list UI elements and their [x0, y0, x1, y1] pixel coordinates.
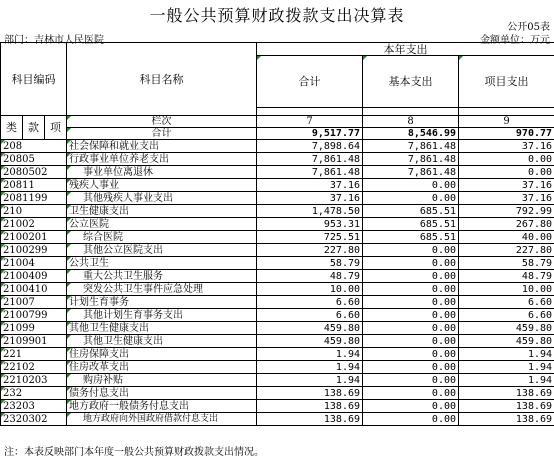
- row-name: 突发公共卫生事件应急处理: [67, 283, 257, 296]
- table-row: [1, 413, 554, 426]
- table-row: [1, 283, 554, 296]
- table-row: [1, 231, 554, 244]
- row-total: 37.16: [257, 192, 363, 205]
- row-basic: 0.00: [363, 257, 459, 270]
- row-basic: 0.00: [363, 335, 459, 348]
- row-code: 20811: [1, 179, 67, 192]
- row-name: 其他公立医院支出: [67, 244, 257, 257]
- row-code: 221: [1, 348, 67, 361]
- table-row: [1, 179, 554, 192]
- row-project: 58.79: [459, 257, 554, 270]
- form-number: 公开05表: [507, 18, 550, 33]
- row-basic: 0.00: [363, 400, 459, 413]
- row-basic: 0.00: [363, 296, 459, 309]
- row-name: 社会保障和就业支出: [67, 140, 257, 153]
- row-name: 购房补贴: [67, 374, 257, 387]
- amount-unit: 金额单位：万元: [480, 31, 550, 46]
- row-total: 953.31: [257, 218, 363, 231]
- row-basic: 0.00: [363, 413, 459, 426]
- row-total: 7,861.48: [257, 153, 363, 166]
- footnote: 注：本表反映部门本年度一般公共预算财政拨款支出情况。: [4, 443, 264, 458]
- row-code: 2320302: [1, 413, 67, 426]
- department-label: 部门：吉林市人民医院: [4, 31, 104, 46]
- row-total: 37.16: [257, 179, 363, 192]
- row-name: 残疾人事业: [67, 179, 257, 192]
- header-year-expense: 本年支出: [257, 43, 554, 56]
- row-total: 725.51: [257, 231, 363, 244]
- row-code: 20805: [1, 153, 67, 166]
- row-code: 2080502: [1, 166, 67, 179]
- row-basic: 7,861.48: [363, 166, 459, 179]
- row-basic: 0.00: [363, 179, 459, 192]
- row-total: 1.94: [257, 348, 363, 361]
- table-row: [1, 257, 554, 270]
- row-basic: 0.00: [363, 322, 459, 335]
- row-project: 1.94: [459, 374, 554, 387]
- header-basic: 基本支出: [363, 56, 459, 108]
- table-row: [1, 361, 554, 374]
- row-code: 2100299: [1, 244, 67, 257]
- row-name: 综合医院: [67, 231, 257, 244]
- row-total: 48.79: [257, 270, 363, 283]
- row-basic: 0.00: [363, 387, 459, 400]
- row-name: 其他残疾人事业支出: [67, 192, 257, 205]
- row-code: 210: [1, 205, 67, 218]
- table-row: [1, 192, 554, 205]
- row-code: 21004: [1, 257, 67, 270]
- expense-table: [0, 42, 554, 426]
- header-total: 合计: [257, 56, 363, 108]
- row-code: 2100799: [1, 309, 67, 322]
- table-row: [1, 348, 554, 361]
- row-code: 21002: [1, 218, 67, 231]
- row-name: 其他计划生育事务支出: [67, 309, 257, 322]
- table-row: [1, 218, 554, 231]
- row-code: 21007: [1, 296, 67, 309]
- row-project: 10.00: [459, 283, 554, 296]
- row-project: 267.80: [459, 218, 554, 231]
- row-basic: 685.51: [363, 205, 459, 218]
- row-project: 138.69: [459, 400, 554, 413]
- row-basic: 685.51: [363, 231, 459, 244]
- row-basic: 0.00: [363, 192, 459, 205]
- row-basic: 0.00: [363, 374, 459, 387]
- row-total: 459.80: [257, 322, 363, 335]
- row-basic: 7,861.48: [363, 153, 459, 166]
- row-project: 227.80: [459, 244, 554, 257]
- row-code: 2081199: [1, 192, 67, 205]
- row-total: 1,478.50: [257, 205, 363, 218]
- row-code: 2100409: [1, 270, 67, 283]
- row-project: 37.16: [459, 140, 554, 153]
- row-total: 138.69: [257, 387, 363, 400]
- sum-row-basic: 8,546.99: [363, 128, 459, 140]
- row-name: 债务付息支出: [67, 387, 257, 400]
- sum-row-label: 合计: [67, 128, 257, 140]
- row-basic: 0.00: [363, 244, 459, 257]
- row-basic: 0.00: [363, 361, 459, 374]
- row-project: 40.00: [459, 231, 554, 244]
- row-project: 6.60: [459, 296, 554, 309]
- row-project: 37.16: [459, 179, 554, 192]
- row-name: 其他卫生健康支出: [67, 322, 257, 335]
- row-code: 2100410: [1, 283, 67, 296]
- row-basic: 685.51: [363, 218, 459, 231]
- row-total: 227.80: [257, 244, 363, 257]
- row-project: 459.80: [459, 322, 554, 335]
- row-project: 459.80: [459, 335, 554, 348]
- table-row: [1, 166, 554, 179]
- sum-row-project: 970.77: [459, 128, 554, 140]
- row-basic: 0.00: [363, 283, 459, 296]
- row-total: 138.69: [257, 413, 363, 426]
- row-code: 232: [1, 387, 67, 400]
- row-total: 1.94: [257, 361, 363, 374]
- report-title: 一般公共预算财政拨款支出决算表: [0, 3, 554, 26]
- table-row: [1, 309, 554, 322]
- table-row: [1, 322, 554, 335]
- row-project: 138.69: [459, 387, 554, 400]
- row-total: 138.69: [257, 400, 363, 413]
- header-project: 项目支出: [459, 56, 554, 108]
- row-name: 公共卫生: [67, 257, 257, 270]
- row-total: 7,898.64: [257, 140, 363, 153]
- table-row: [1, 140, 554, 153]
- row-project: 792.99: [459, 205, 554, 218]
- row-code: 2100201: [1, 231, 67, 244]
- row-name: 住房改革支出: [67, 361, 257, 374]
- row-project: 1.94: [459, 348, 554, 361]
- row-total: 6.60: [257, 296, 363, 309]
- row-code: 23203: [1, 400, 67, 413]
- row-basic: 7,861.48: [363, 140, 459, 153]
- row-name: 地方政府一般债务付息支出: [67, 400, 257, 413]
- table-row: [1, 374, 554, 387]
- row-name: 重大公共卫生服务: [67, 270, 257, 283]
- table-row: [1, 296, 554, 309]
- header-lanci: 栏次: [67, 116, 257, 128]
- table-row: [1, 335, 554, 348]
- row-basic: 0.00: [363, 348, 459, 361]
- row-name: 其他卫生健康支出: [67, 335, 257, 348]
- header-name: 科目名称: [67, 43, 257, 116]
- row-code: 208: [1, 140, 67, 153]
- row-code: 2109901: [1, 335, 67, 348]
- table-row: [1, 153, 554, 166]
- row-name: 计划生育事务: [67, 296, 257, 309]
- row-project: 48.79: [459, 270, 554, 283]
- row-name: 地方政府向外国政府借款付息支出: [67, 413, 257, 426]
- table-row: [1, 205, 554, 218]
- row-basic: 0.00: [363, 309, 459, 322]
- row-project: 138.69: [459, 413, 554, 426]
- table-row: [1, 387, 554, 400]
- table-row: [1, 400, 554, 413]
- row-name: 事业单位离退休: [67, 166, 257, 179]
- row-project: 0.00: [459, 153, 554, 166]
- row-project: 6.60: [459, 309, 554, 322]
- col-index-basic: 8: [363, 116, 459, 128]
- header-kuan: 款: [23, 116, 45, 140]
- col-index-total: 7: [257, 116, 363, 128]
- row-total: 459.80: [257, 335, 363, 348]
- row-name: 行政事业单位养老支出: [67, 153, 257, 166]
- row-project: 0.00: [459, 166, 554, 179]
- row-name: 住房保障支出: [67, 348, 257, 361]
- sum-row-total: 9,517.77: [257, 128, 363, 140]
- table-row: [1, 270, 554, 283]
- row-code: 22102: [1, 361, 67, 374]
- row-total: 10.00: [257, 283, 363, 296]
- header-lei: 类: [1, 116, 23, 140]
- row-project: 37.16: [459, 192, 554, 205]
- row-total: 1.94: [257, 374, 363, 387]
- header-xiang: 项: [45, 116, 67, 140]
- row-name: 公立医院: [67, 218, 257, 231]
- table-row: [1, 244, 554, 257]
- row-total: 58.79: [257, 257, 363, 270]
- row-name: 卫生健康支出: [67, 205, 257, 218]
- row-total: 7,861.48: [257, 166, 363, 179]
- row-code: 2210203: [1, 374, 67, 387]
- row-code: 21099: [1, 322, 67, 335]
- col-index-project: 9: [459, 116, 554, 128]
- row-project: 1.94: [459, 361, 554, 374]
- row-basic: 0.00: [363, 270, 459, 283]
- header-code: 科目编码: [1, 43, 67, 116]
- row-total: 6.60: [257, 309, 363, 322]
